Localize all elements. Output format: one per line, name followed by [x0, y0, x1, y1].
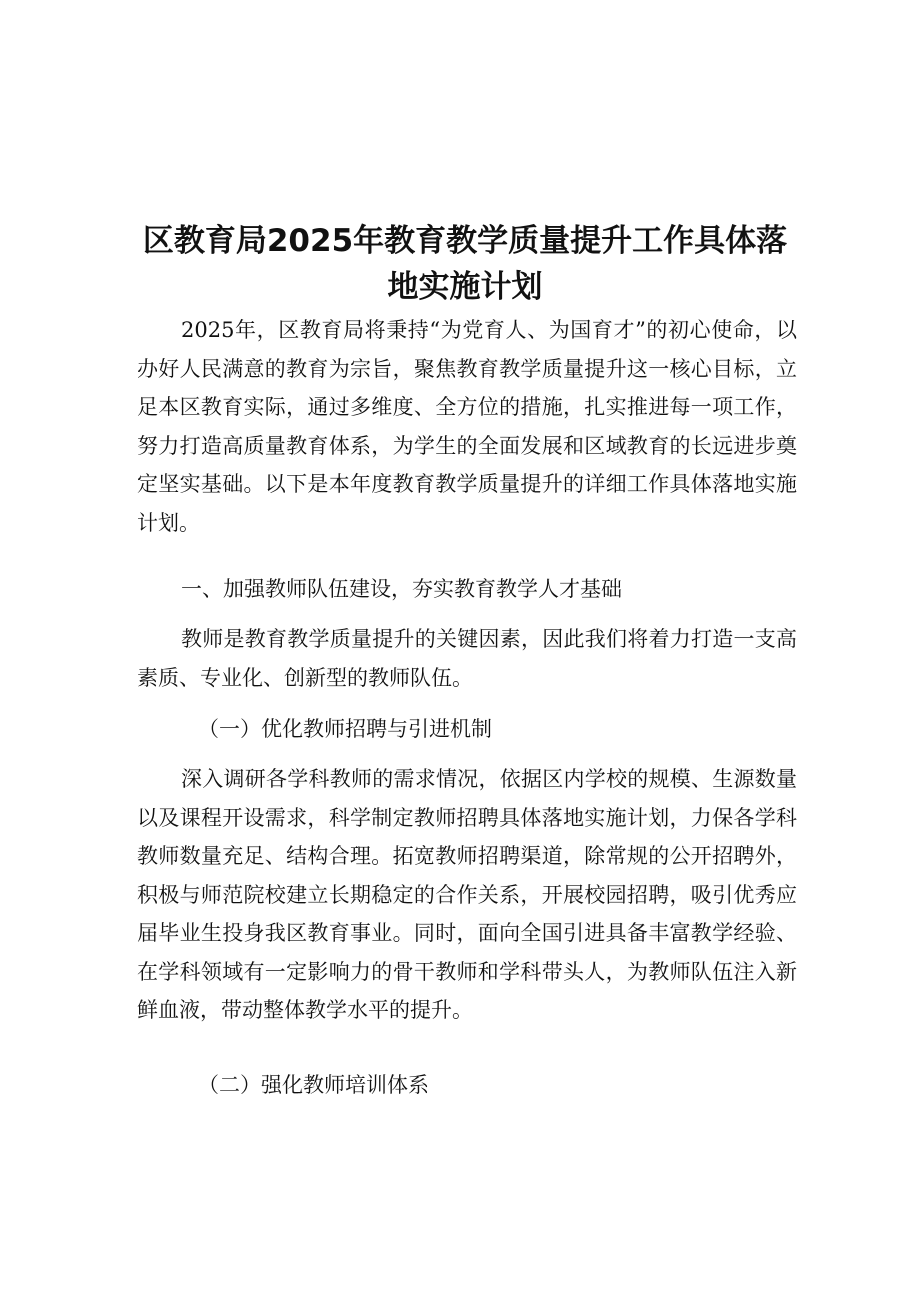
- document-title-line-1: 区教育局2025年教育教学质量提升工作具体落: [142, 223, 788, 259]
- section-1-intro-paragraph: 教师是教育教学质量提升的关键因素，因此我们将着力打造一支高素质、专业化、创新型的教师队伍。: [137, 627, 797, 690]
- document-title-line-2: 地实施计划: [387, 269, 543, 305]
- subsection-2-heading: （二）强化教师培训体系: [198, 1073, 429, 1097]
- subsection-1-heading: （一）优化教师招聘与引进机制: [198, 717, 492, 741]
- section-1-heading: 一、加强教师队伍建设，夯实教育教学人才基础: [181, 577, 622, 601]
- subsection-1-body-paragraph: 深入调研各学科教师的需求情况，依据区内学校的规模、生源数量以及课程开设需求，科学制定教师招聘具体落地实施计划，力保各学科教师数量充足、结构合理。拓宽教师招聘渠道，除常规的公开招聘外，积极与师范院校建立长期稳定的合作关系，开展校园招聘，吸引优秀应届毕业生投身我区教育事业。同时，面向全国引进具备丰富教学经验、在学科领域有一定影响力的骨干教师和学科带头人，为教师队伍注入新鲜血液，带动整体教学水平的提升。: [137, 767, 797, 1022]
- intro-paragraph: 2025年，区教育局将秉持“为党育人、为国育才”的初心使命，以办好人民满意的教育为宗旨，聚焦教育教学质量提升这一核心目标，立足本区教育实际，通过多维度、全方位的措施，扎实推进每一项工作，努力打造高质量教育体系，为学生的全面发展和区域教育的长远进步奠定坚实基础。以下是本年度教育教学质量提升的详细工作具体落地实施计划。: [137, 318, 797, 535]
- document-title: [100, 218, 830, 310]
